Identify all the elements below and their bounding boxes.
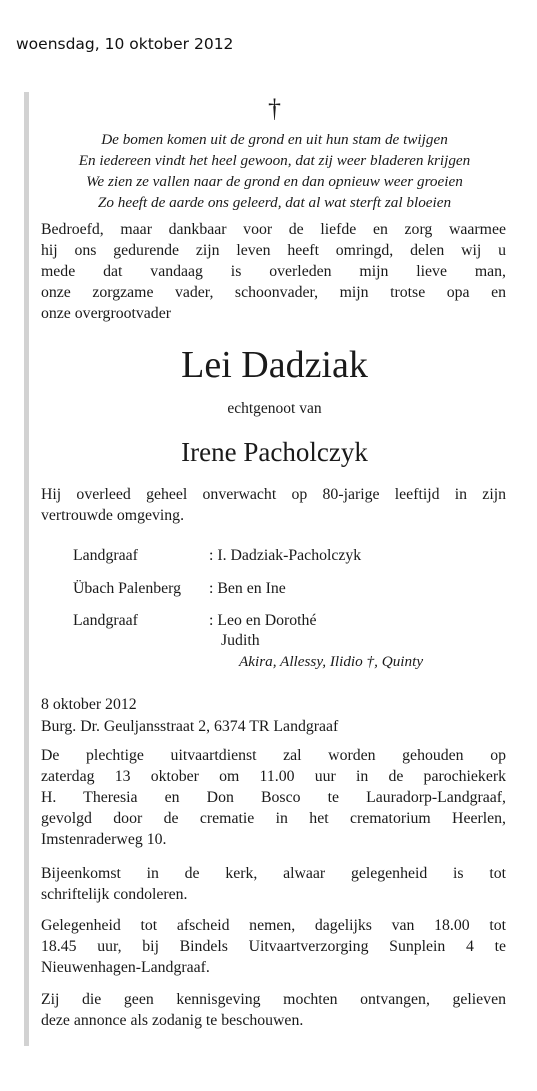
intro-paragraph <box>41 219 506 324</box>
intro-line: Bedroefd, maar dankbaar voor de liefde en zorg waarmee <box>41 221 506 238</box>
family-extra-name: Judith <box>221 632 260 649</box>
spouse-name: Irene Pacholczyk <box>181 437 368 467</box>
grandchildren-names: Akira, Allessy, Ilidio †, Quinty <box>239 653 424 670</box>
gathering-line: Bijeenkomst in de kerk, alwaar gelegenheid is tot <box>41 865 506 882</box>
gathering-paragraph <box>41 863 506 905</box>
closing-paragraph <box>41 989 506 1031</box>
farewell-line: 18.45 uur, bij Bindels Uitvaartverzorging Sunplein 4 te <box>41 938 506 955</box>
family-names: : I. Dadziak-Pacholczyk <box>209 547 362 564</box>
intro-line: onze zorgzame vader, schoonvader, mijn trotse opa en <box>41 284 506 301</box>
intro-line: hij ons gedurende zijn leven heeft omringd, delen wij u <box>41 242 506 259</box>
family-place: Landgraaf <box>73 547 138 564</box>
service-line: Imstenraderweg 10. <box>41 831 167 848</box>
gathering-line: schriftelijk condoleren. <box>41 886 188 903</box>
closing-line: Zij die geen kennisgeving mochten ontvangen, gelieven <box>41 991 506 1008</box>
notice-date: 8 oktober 2012 <box>41 696 137 713</box>
family-names: : Leo en Dorothé <box>209 612 317 629</box>
farewell-line: Nieuwenhagen-Landgraaf. <box>41 959 210 976</box>
death-paragraph <box>41 484 506 526</box>
intro-line: mede dat vandaag is overleden mijn lieve man, <box>41 263 506 280</box>
family-place: Landgraaf <box>73 612 138 629</box>
farewell-paragraph <box>41 915 506 978</box>
service-line: zaterdag 13 oktober om 11.00 uur in de parochiekerk <box>41 768 506 785</box>
poem-line-4: Zo heeft de aarde ons geleerd, dat al wat sterft zal bloeien <box>97 194 452 211</box>
family-place: Übach Palenberg <box>73 580 182 597</box>
farewell-line: Gelegenheid tot afscheid nemen, dagelijks van 18.00 tot <box>41 917 506 934</box>
service-line: De plechtige uitvaartdienst zal worden gehouden op <box>41 747 506 764</box>
cross-icon: † <box>268 94 281 123</box>
deceased-name: Lei Dadziak <box>181 344 368 386</box>
poem-line-2: En iedereen vindt het heel gewoon, dat zij weer bladeren krijgen <box>78 152 471 169</box>
intro-line: onze overgrootvader <box>41 305 171 322</box>
service-paragraph <box>41 745 506 850</box>
death-line: Hij overleed geheel onverwacht op 80-jarige leeftijd in zijn <box>41 486 506 503</box>
service-line: gevolgd door de crematie in het crematorium Heerlen, <box>41 810 506 827</box>
newspaper-date: woensdag, 10 oktober 2012 <box>16 35 234 53</box>
closing-line: deze annonce als zodanig te beschouwen. <box>41 1012 304 1029</box>
obituary-notice <box>24 92 520 1046</box>
service-line: H. Theresia en Don Bosco te Lauradorp-Landgraaf, <box>41 789 506 806</box>
poem-line-3: We zien ze vallen naar de grond en dan opnieuw weer groeien <box>86 173 463 190</box>
death-line: vertrouwde omgeving. <box>41 507 185 524</box>
home-address: Burg. Dr. Geuljansstraat 2, 6374 TR Landgraaf <box>41 718 339 735</box>
spouse-label: echtgenoot van <box>227 400 322 417</box>
poem-line-1: De bomen komen uit de grond en uit hun stam de twijgen <box>101 131 448 148</box>
family-names: : Ben en Ine <box>209 580 286 597</box>
